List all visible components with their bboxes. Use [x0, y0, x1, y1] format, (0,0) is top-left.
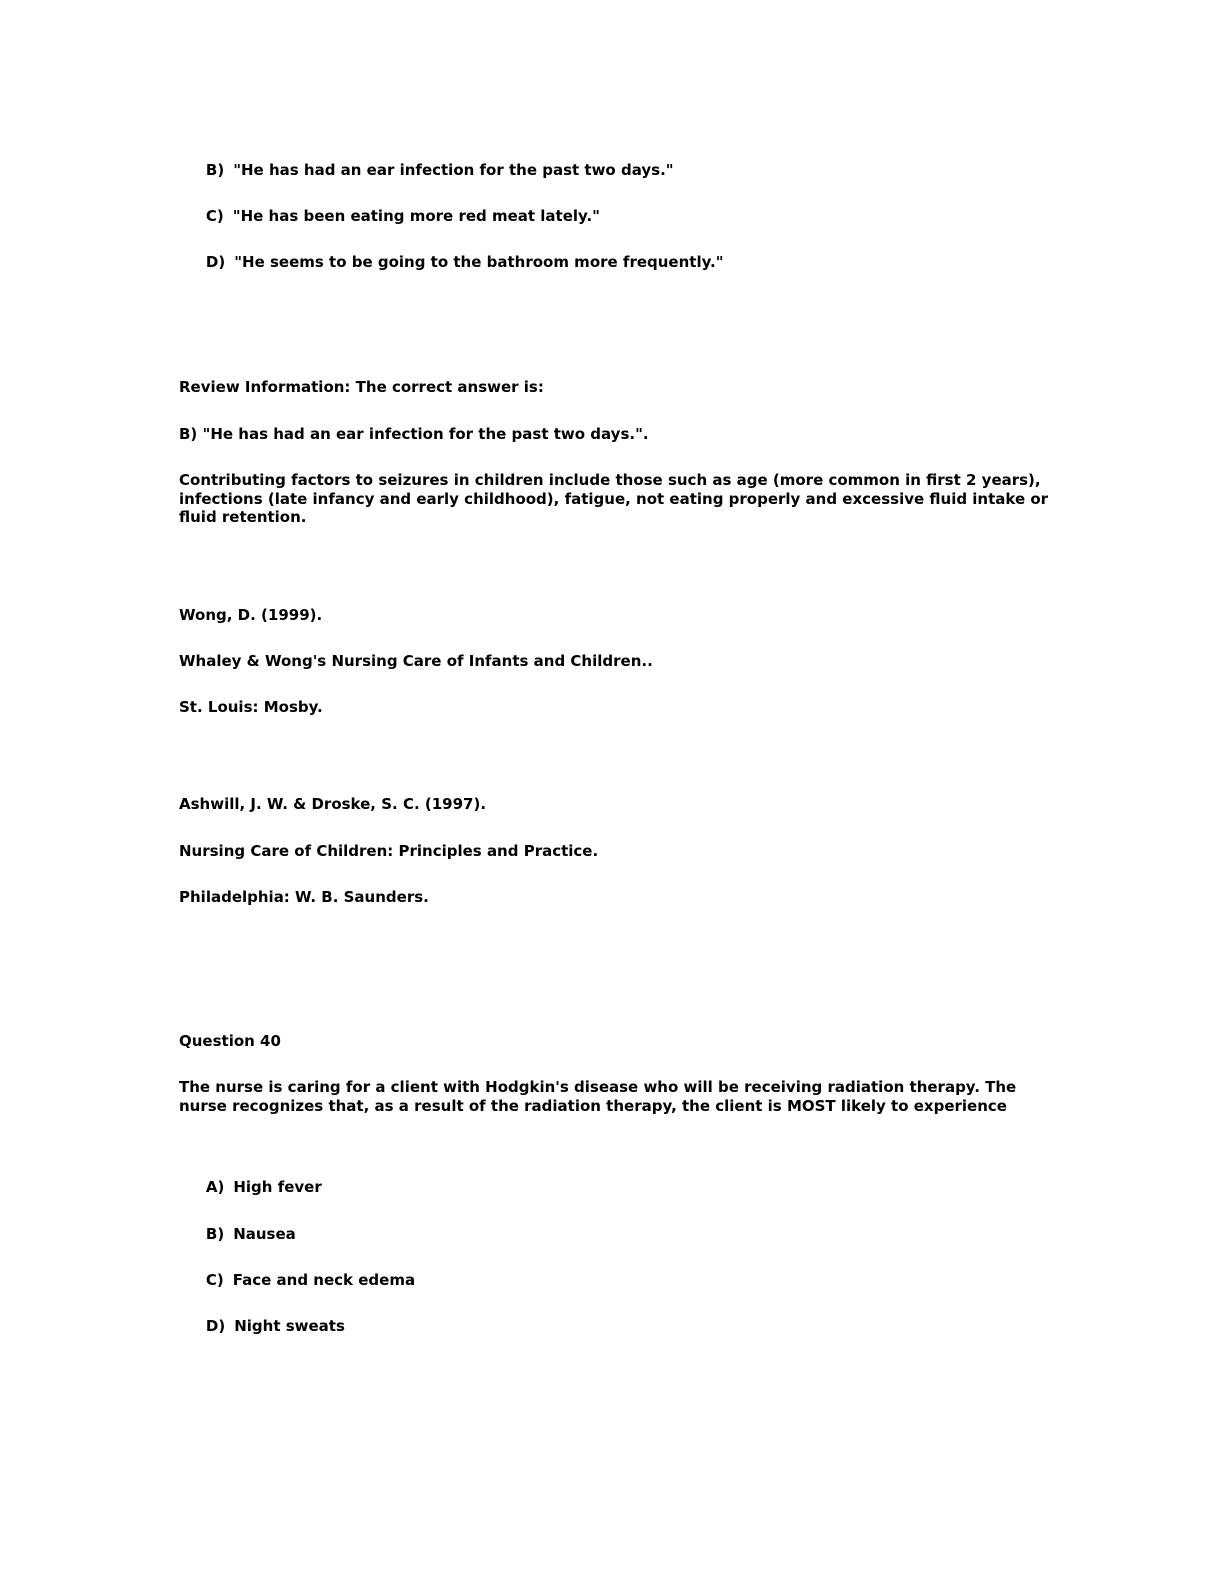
- option-letter: A): [205, 1178, 225, 1196]
- option-letter: C): [205, 207, 224, 225]
- option-text: "He has been eating more red meat lately.": [232, 207, 600, 225]
- option-text: "He seems to be going to the bathroom more frequently.": [234, 253, 724, 271]
- reference-1-publisher: St. Louis: Mosby.: [179, 698, 323, 716]
- option-text: Night sweats: [234, 1317, 345, 1335]
- option-letter: C): [205, 1271, 224, 1289]
- review-explanation: Contributing factors to seizures in children include those such as age (more common in first 2 years), infections (late infancy and early childhood), fatigue, not eating properly and excessive fluid intake or fluid retention.: [179, 471, 1049, 526]
- option-a: [185, 1160, 322, 1214]
- reference-2-publisher: Philadelphia: W. B. Saunders.: [179, 888, 429, 906]
- option-d: [185, 1299, 345, 1353]
- option-text: Face and neck edema: [232, 1271, 416, 1289]
- option-text: High fever: [233, 1178, 322, 1196]
- reference-2-title: Nursing Care of Children: Principles and Practice.: [179, 842, 599, 860]
- prev-option-d: [185, 235, 724, 289]
- review-answer: B) "He has had an ear infection for the past two days.".: [179, 425, 649, 443]
- review-heading: Review Information: The correct answer is:: [179, 378, 544, 396]
- option-letter: D): [205, 253, 226, 271]
- reference-1-author: Wong, D. (1999).: [179, 606, 323, 624]
- question-stem: The nurse is caring for a client with Hodgkin's disease who will be receiving radiation therapy. The nurse recognizes that, as a result of the radiation therapy, the client is MOST likely to experience: [179, 1078, 1017, 1115]
- option-letter: B): [205, 1225, 225, 1243]
- option-letter: D): [205, 1317, 226, 1335]
- option-letter: B): [205, 161, 225, 179]
- option-text: Nausea: [233, 1225, 296, 1243]
- reference-2-author: Ashwill, J. W. & Droske, S. C. (1997).: [179, 795, 487, 813]
- reference-1-title: Whaley & Wong's Nursing Care of Infants and Children..: [179, 652, 653, 670]
- question-label: Question 40: [179, 1032, 281, 1050]
- option-text: "He has had an ear infection for the past two days.": [233, 161, 674, 179]
